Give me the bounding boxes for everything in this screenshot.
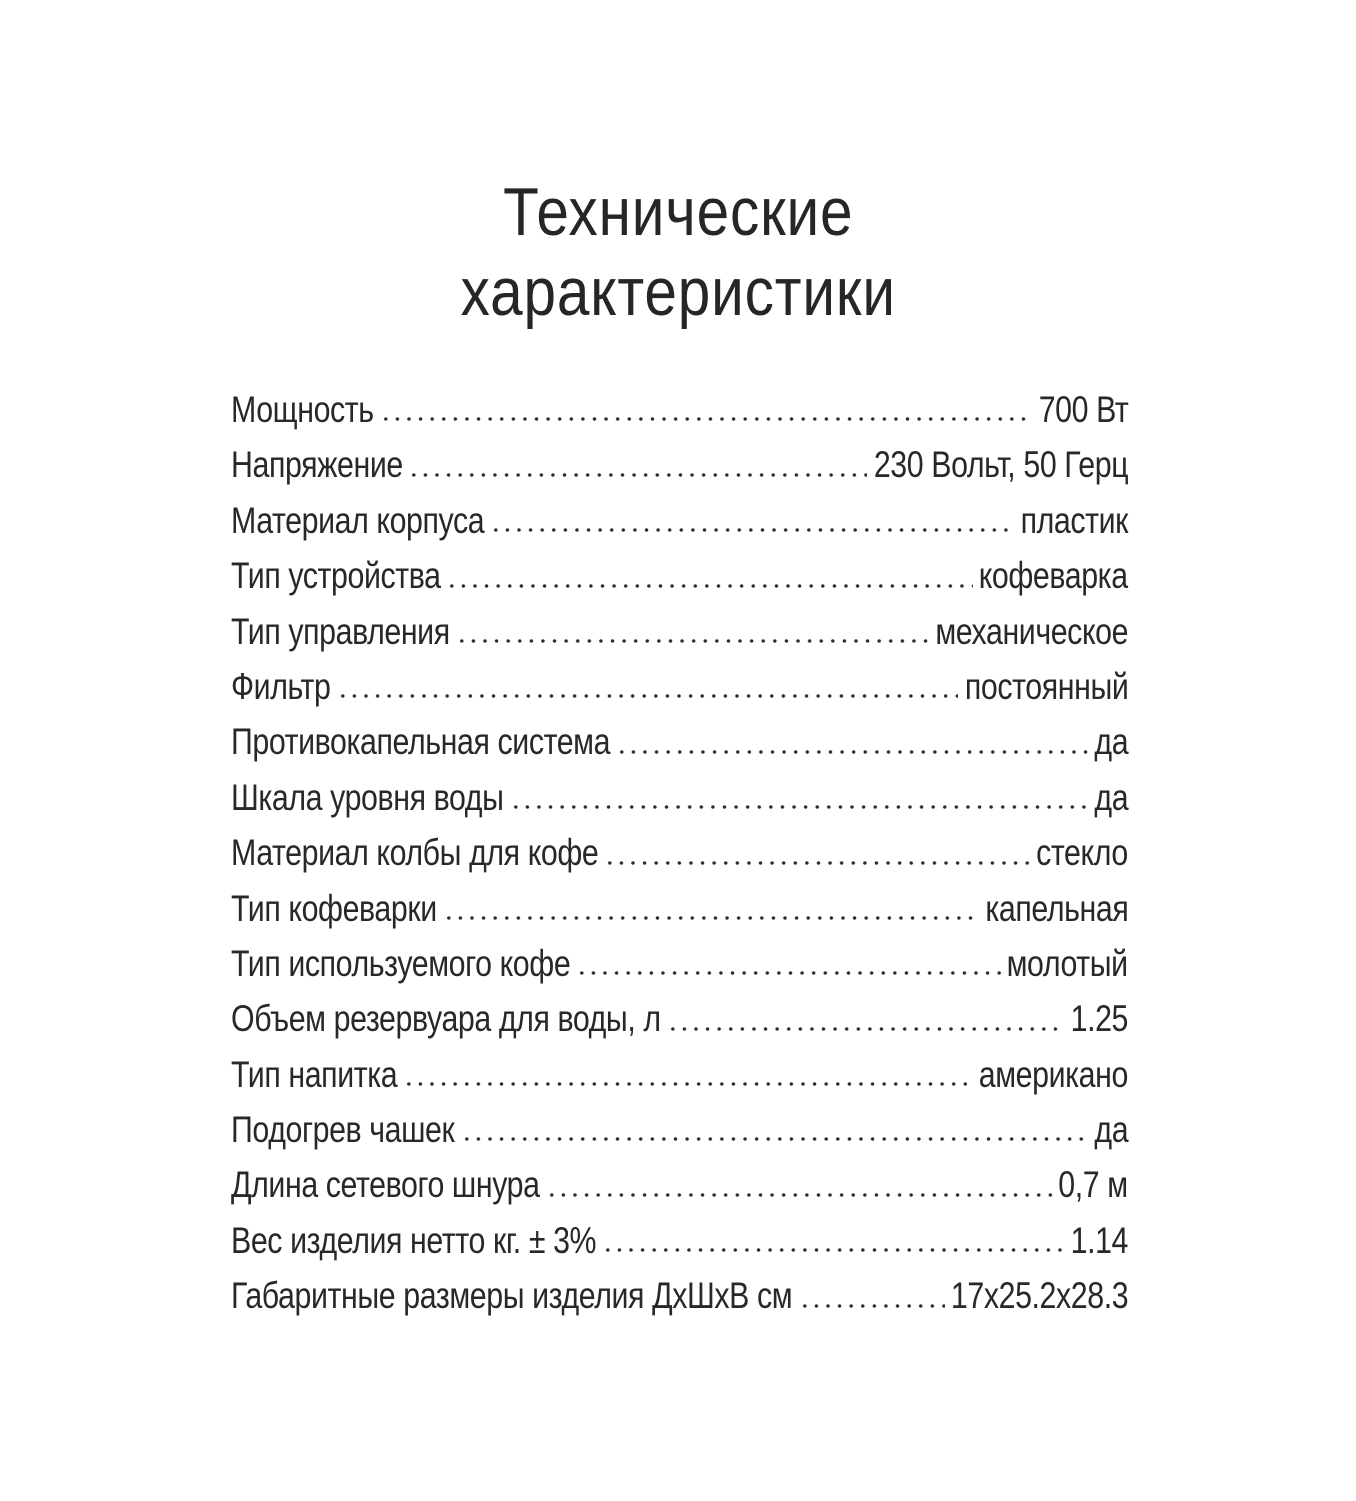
spec-label: Вес изделия нетто кг. ± 3% (231, 1219, 597, 1261)
page-title (95, 172, 1261, 332)
spec-label: Мощность (231, 389, 374, 430)
spec-row (231, 659, 1128, 714)
spec-value: молотый (1006, 942, 1128, 984)
spec-value: 17х25.2х28.3 (950, 1275, 1128, 1317)
dot-leader (667, 1027, 1065, 1031)
spec-label: Тип напитка (231, 1053, 398, 1095)
dot-leader (461, 1137, 1088, 1141)
spec-row (231, 1157, 1128, 1212)
spec-label: Фильтр (231, 665, 331, 707)
dot-leader (446, 584, 973, 588)
spec-value: да (1094, 1109, 1128, 1151)
spec-label: Напряжение (231, 444, 403, 486)
dot-leader (490, 528, 1015, 532)
title-line-1: Технические (503, 174, 854, 250)
spec-value: 230 Вольт, 50 Герц (873, 444, 1128, 486)
spec-label: Длина сетевого шнура (231, 1164, 540, 1206)
spec-value: механическое (935, 610, 1128, 652)
spec-row (231, 770, 1128, 825)
spec-row (231, 548, 1128, 603)
spec-row (231, 714, 1128, 769)
spec-value: 700 Вт (1038, 389, 1128, 430)
spec-value: 1.14 (1070, 1219, 1128, 1261)
dot-leader (443, 916, 979, 920)
spec-row (231, 493, 1128, 548)
spec-row (231, 936, 1128, 991)
spec-row (231, 382, 1128, 437)
dot-leader (456, 639, 930, 643)
spec-label: Подогрев чашек (231, 1109, 455, 1151)
spec-value: 1.25 (1070, 998, 1128, 1040)
spec-row (231, 1213, 1128, 1268)
dot-leader (576, 971, 1001, 975)
spec-row (231, 1102, 1128, 1157)
spec-value: постоянный (964, 665, 1128, 707)
spec-label: Материал корпуса (231, 499, 485, 541)
dot-leader (380, 417, 1032, 421)
spec-value: да (1094, 721, 1128, 763)
spec-value: пластик (1020, 499, 1128, 541)
spec-row (231, 1268, 1128, 1323)
spec-label: Материал колбы для кофе (231, 832, 599, 874)
dot-leader (403, 1082, 973, 1086)
dot-leader (799, 1304, 945, 1308)
spec-value: капельная (984, 887, 1128, 929)
dot-leader (546, 1193, 1053, 1197)
spec-row (231, 1047, 1128, 1102)
spec-value: 0,7 м (1058, 1164, 1128, 1206)
spec-label: Тип кофеварки (231, 887, 437, 929)
spec-value: кофеварка (979, 555, 1128, 597)
spec-row (231, 604, 1128, 659)
spec-list (231, 382, 1128, 1324)
dot-leader (337, 694, 958, 698)
spec-value: да (1094, 776, 1128, 818)
title-line-2: характеристики (460, 254, 896, 330)
spec-value: американо (978, 1053, 1128, 1095)
dot-leader (510, 805, 1088, 809)
spec-label: Габаритные размеры изделия ДхШхВ см (231, 1275, 793, 1317)
spec-row (231, 437, 1128, 492)
spec-label: Шкала уровня воды (231, 776, 504, 818)
spec-row (231, 825, 1128, 880)
spec-label: Тип управления (231, 610, 450, 652)
dot-leader (616, 750, 1088, 754)
dot-leader (604, 861, 1030, 865)
spec-label: Объем резервуара для воды, л (231, 998, 661, 1040)
spec-label: Тип устройства (231, 555, 441, 597)
spec-label: Противокапельная система (231, 721, 611, 763)
dot-leader (408, 473, 867, 477)
spec-value: стекло (1036, 832, 1128, 874)
spec-row (231, 991, 1128, 1046)
dot-leader (602, 1248, 1064, 1252)
spec-label: Тип используемого кофе (231, 942, 571, 984)
spec-row (231, 881, 1128, 936)
